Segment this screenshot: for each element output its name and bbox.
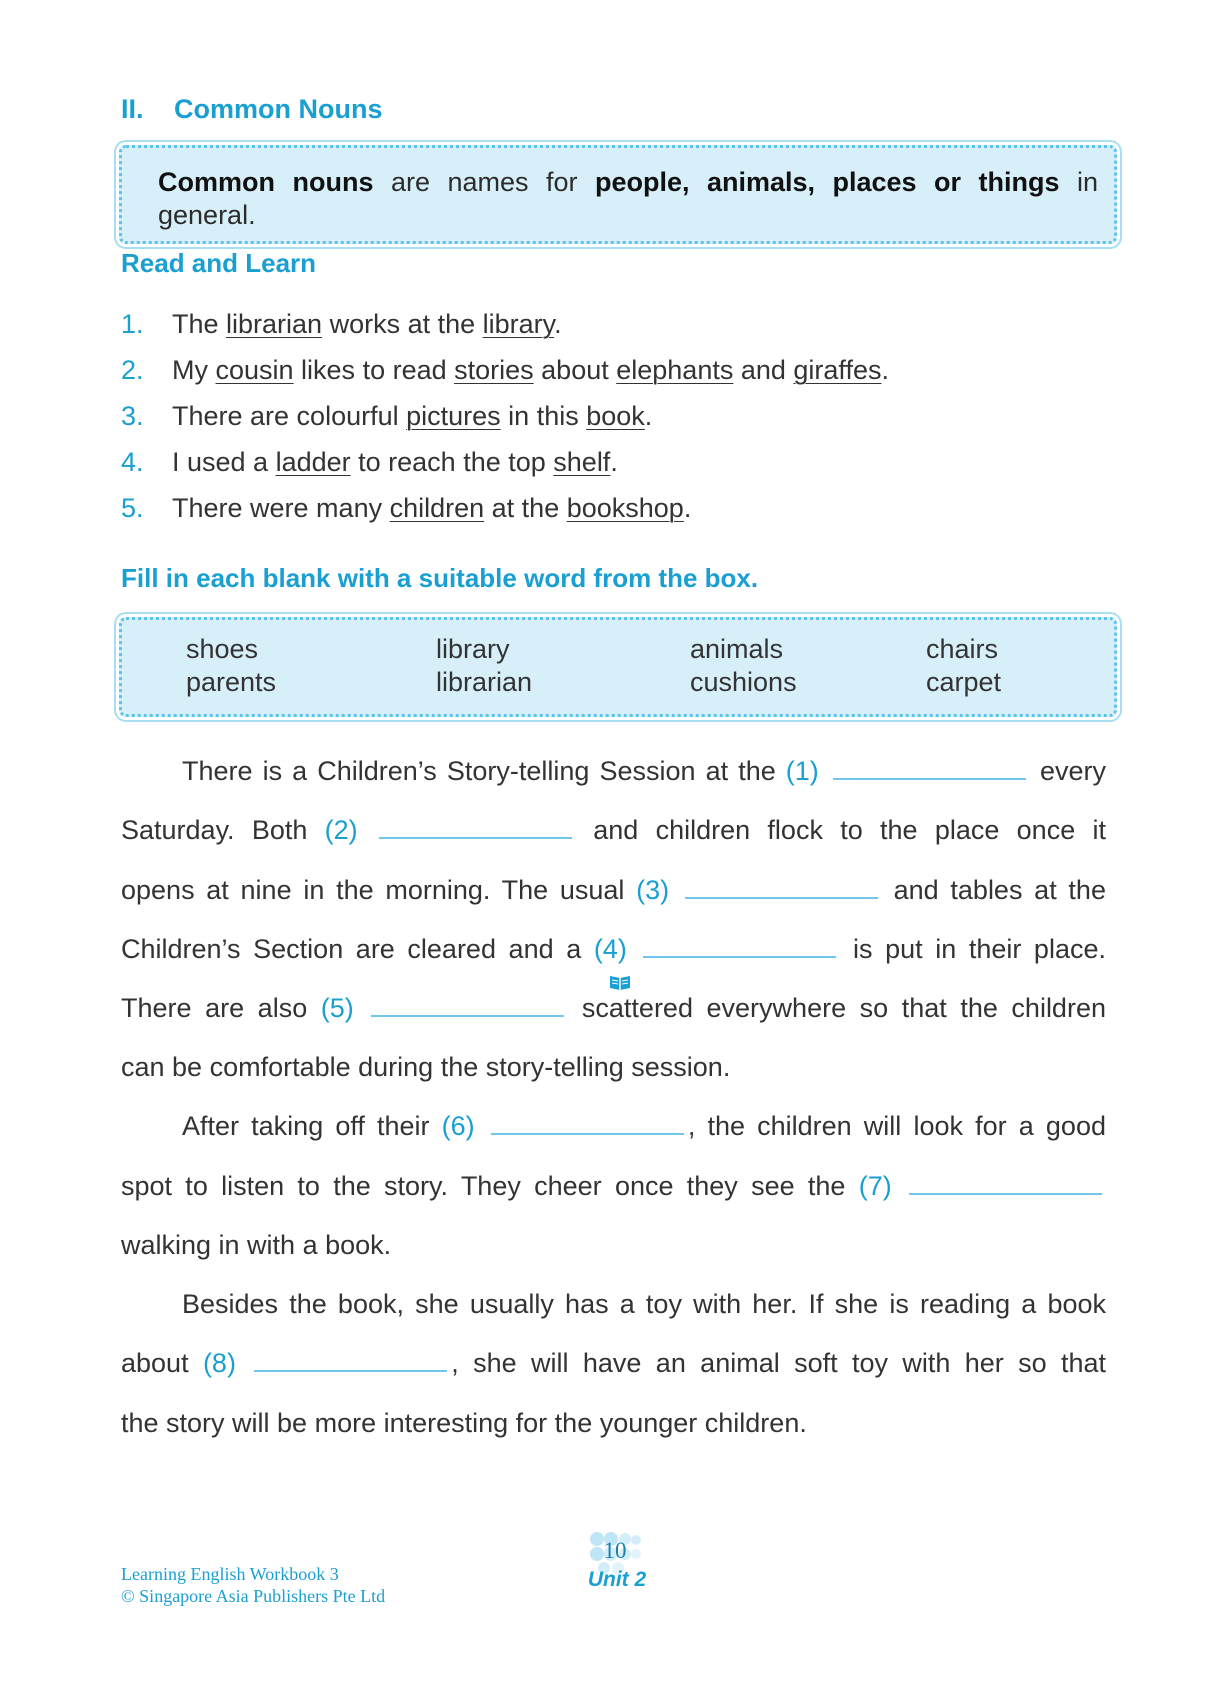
sentence-text: I used a bbox=[172, 447, 276, 477]
word-option: cushions bbox=[690, 667, 797, 697]
passage-line bbox=[121, 870, 1106, 910]
publisher: © Singapore Asia Publishers Pte Ltd bbox=[121, 1586, 386, 1606]
sentence-text: likes to read bbox=[293, 355, 455, 385]
book-title: Learning English Workbook 3 bbox=[121, 1564, 339, 1584]
sentence-text: . bbox=[683, 493, 692, 523]
sentence-text: There were many bbox=[172, 493, 390, 523]
word-option: carpet bbox=[926, 667, 1002, 697]
definition-term: Common nouns bbox=[158, 167, 374, 197]
passage-text: Saturday. Both bbox=[121, 815, 325, 845]
blank-number: (6) bbox=[441, 1111, 475, 1141]
blank-number: (1) bbox=[785, 756, 819, 786]
passage-text: is put in their place. bbox=[853, 934, 1106, 964]
footer-credits bbox=[121, 1563, 385, 1607]
passage-text: every bbox=[1039, 756, 1106, 786]
underlined-noun: bookshop bbox=[566, 493, 684, 523]
underlined-noun: children bbox=[389, 493, 485, 523]
example-number: 2. bbox=[121, 355, 144, 385]
passage-line bbox=[121, 1166, 1106, 1206]
sentence-text: works at the bbox=[322, 309, 483, 339]
example-sentence bbox=[121, 350, 889, 390]
example-sentence bbox=[121, 304, 562, 344]
section-title: Common Nouns bbox=[174, 94, 383, 124]
underlined-noun: cousin bbox=[215, 355, 294, 385]
word-option: parents bbox=[186, 667, 277, 697]
sentence-text: at the bbox=[484, 493, 567, 523]
passage-text: Besides the book, she usually has a toy with her. If she is reading a book bbox=[182, 1289, 1106, 1319]
underlined-noun: elephants bbox=[616, 355, 734, 385]
sentence-text: The bbox=[172, 309, 227, 339]
passage-text: the story will be more interesting for the younger children. bbox=[121, 1408, 807, 1438]
passage-text: walking in with a book. bbox=[121, 1230, 392, 1260]
underlined-noun: shelf bbox=[553, 447, 611, 477]
underlined-noun: pictures bbox=[406, 401, 501, 431]
sentence-text: . bbox=[554, 309, 562, 339]
passage-text: and tables at the bbox=[893, 875, 1106, 905]
definition-categories: people, animals, places or things bbox=[594, 167, 1060, 197]
word-option: library bbox=[436, 634, 510, 664]
passage-line bbox=[121, 988, 1106, 1028]
blank-number: (4) bbox=[593, 934, 627, 964]
answer-blank[interactable] bbox=[685, 875, 878, 899]
answer-blank[interactable] bbox=[643, 934, 836, 958]
blank-number: (2) bbox=[324, 815, 358, 845]
passage-text: spot to listen to the story. They cheer once they see the bbox=[121, 1171, 859, 1201]
word-box bbox=[119, 617, 1117, 717]
answer-blank[interactable] bbox=[254, 1348, 447, 1372]
passage-text: There are also bbox=[121, 993, 321, 1023]
passage-text: , she will have an animal soft toy with her so that bbox=[451, 1348, 1106, 1378]
sentence-text: about bbox=[533, 355, 617, 385]
passage-line bbox=[121, 1403, 1106, 1443]
fill-instruction: Fill in each blank with a suitable word from the box. bbox=[121, 563, 759, 593]
definition-part: are names for bbox=[373, 167, 595, 197]
example-number: 3. bbox=[121, 401, 144, 431]
passage-line bbox=[121, 751, 1106, 791]
underlined-noun: book bbox=[586, 401, 645, 431]
passage-line bbox=[121, 1284, 1106, 1324]
blank-number: (3) bbox=[636, 875, 670, 905]
blank-number: (5) bbox=[320, 993, 354, 1023]
passage-text: opens at nine in the morning. The usual bbox=[121, 875, 637, 905]
answer-blank[interactable] bbox=[379, 815, 572, 839]
section-heading bbox=[121, 94, 383, 125]
example-sentence bbox=[121, 442, 618, 482]
definition-box bbox=[119, 145, 1117, 244]
passage-text: There is a Children’s Story-telling Session at the bbox=[182, 756, 786, 786]
answer-blank[interactable] bbox=[491, 1111, 684, 1135]
definition-text bbox=[158, 166, 1098, 232]
underlined-noun: ladder bbox=[275, 447, 351, 477]
blank-number: (7) bbox=[858, 1171, 892, 1201]
sentence-text: . bbox=[644, 401, 653, 431]
underlined-noun: giraffes bbox=[793, 355, 882, 385]
sentence-text: to reach the top bbox=[350, 447, 554, 477]
underlined-noun: stories bbox=[454, 355, 534, 385]
example-number: 5. bbox=[121, 493, 144, 523]
answer-blank[interactable] bbox=[909, 1171, 1102, 1195]
passage-line bbox=[121, 1047, 1106, 1087]
passage-line bbox=[121, 810, 1106, 850]
section-number: II. bbox=[121, 94, 144, 124]
example-number: 4. bbox=[121, 447, 144, 477]
passage-text: After taking off their bbox=[182, 1111, 442, 1141]
example-sentence bbox=[121, 396, 652, 436]
definition-part: in general. bbox=[158, 167, 1098, 230]
passage-text: , the children will look for a good bbox=[687, 1111, 1106, 1141]
underlined-noun: librarian bbox=[226, 309, 323, 339]
passage-text: and children flock to the place once it bbox=[593, 815, 1106, 845]
sentence-text: . bbox=[610, 447, 618, 477]
unit-label: Unit 2 bbox=[587, 1568, 647, 1591]
sentence-text: My bbox=[172, 355, 216, 385]
blank-number: (8) bbox=[202, 1348, 236, 1378]
sentence-text: . bbox=[881, 355, 889, 385]
example-sentence bbox=[121, 488, 691, 528]
sentence-text: There are colourful bbox=[172, 401, 407, 431]
read-learn-heading: Read and Learn bbox=[121, 248, 317, 278]
passage-line bbox=[121, 1106, 1106, 1146]
passage-line bbox=[121, 1225, 1106, 1265]
word-option: animals bbox=[690, 634, 784, 664]
passage-line bbox=[121, 1343, 1106, 1383]
word-option: librarian bbox=[436, 667, 533, 697]
sentence-text: and bbox=[733, 355, 794, 385]
passage-text: about bbox=[121, 1348, 203, 1378]
page-number: 10 bbox=[603, 1538, 627, 1563]
passage-text: can be comfortable during the story-telling session. bbox=[121, 1052, 731, 1082]
example-number: 1. bbox=[121, 309, 144, 339]
passage-text: scattered everywhere so that the children bbox=[581, 993, 1106, 1023]
word-option: chairs bbox=[926, 634, 999, 664]
answer-blank[interactable] bbox=[371, 993, 564, 1017]
word-option: shoes bbox=[186, 634, 259, 664]
sentence-text: in this bbox=[500, 401, 587, 431]
passage-line bbox=[121, 929, 1106, 969]
underlined-noun: library bbox=[482, 309, 555, 339]
answer-blank[interactable] bbox=[833, 756, 1026, 780]
passage-text: Children’s Section are cleared and a bbox=[121, 934, 594, 964]
